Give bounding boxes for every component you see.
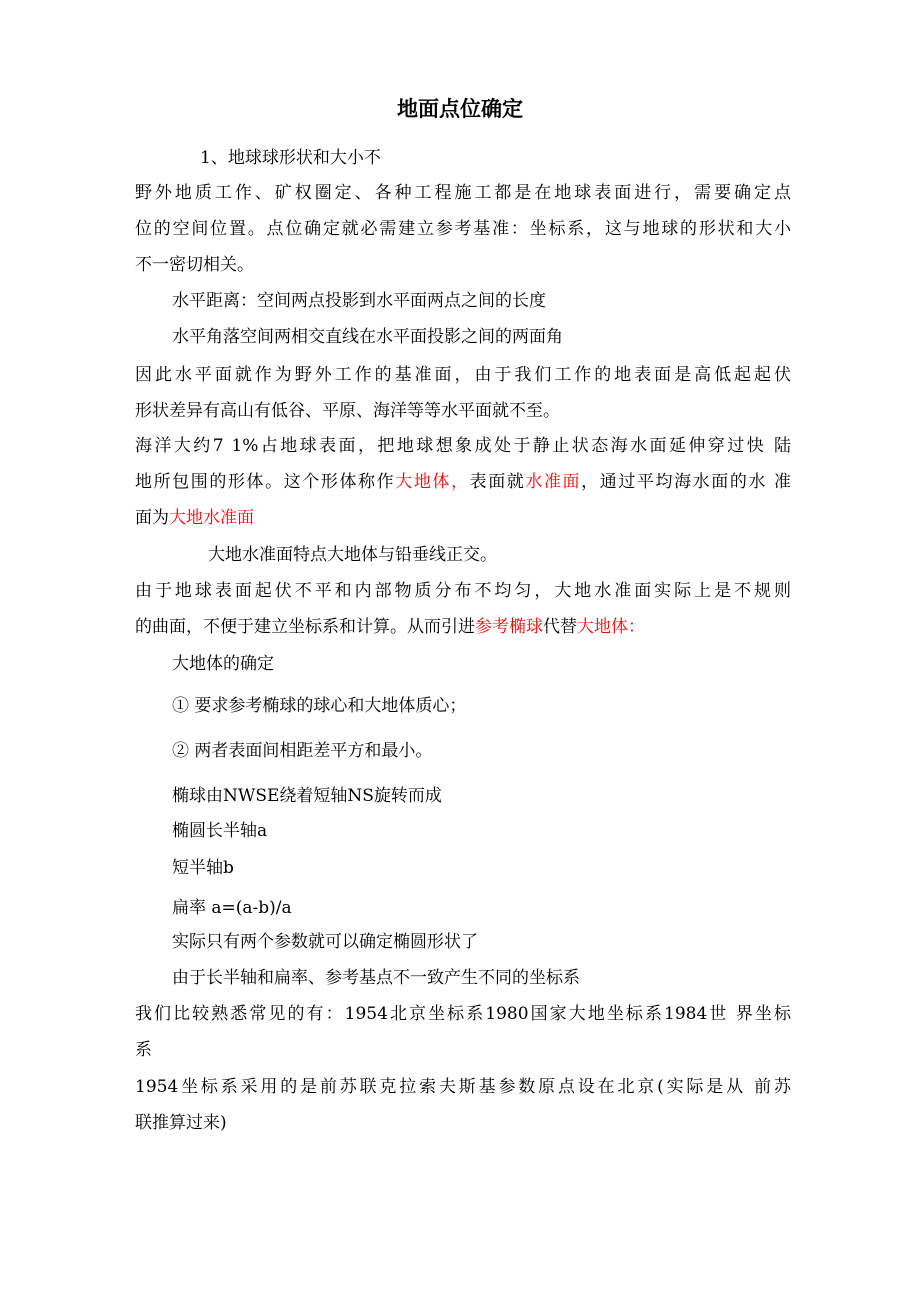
list-item: ① 要求参考椭球的球心和大地体质心；	[172, 696, 467, 716]
list-item: ② 两者表面间相距差平方和最小。	[172, 741, 433, 761]
semi-major-axis: 椭圆长半轴a	[172, 821, 268, 841]
paragraph-line	[135, 470, 791, 494]
paragraph-line: 系	[135, 1040, 152, 1060]
text-run: 代替	[543, 617, 577, 637]
highlight-term: 水准面	[525, 472, 582, 492]
paragraph-line	[135, 506, 254, 530]
highlight-term: 参考椭球	[475, 617, 543, 637]
flattening-formula: 扁率 a=(a-b)/a	[172, 898, 292, 918]
paragraph-line: 实际只有两个参数就可以确定椭圆形状了	[172, 932, 478, 952]
text-run: ，通过平均海水面的水 准	[581, 472, 792, 492]
geoid-feature: 大地水准面特点大地体与铅垂线正交。	[208, 545, 497, 565]
paragraph-line: 形状差异有高山有低谷、平原、海洋等等水平面就不至。	[135, 401, 560, 421]
paragraph-line: 海洋大约7 1%占地球表面，把地球想象成处于静止状态海水面延伸穿过快 陆	[135, 436, 791, 456]
text-run: 面为	[135, 508, 169, 528]
definition-horizontal-angle: 水平角落空间两相交直线在水平面投影之间的两面角	[172, 327, 563, 347]
paragraph-line: 1954坐标系采用的是前苏联克拉索夫斯基参数原点设在北京(实际是从 前苏	[135, 1077, 791, 1097]
highlight-term: 大地水准面	[169, 508, 254, 528]
text-run: 表面就	[469, 472, 526, 492]
paragraph-line: 不一密切相关。	[135, 255, 254, 275]
paragraph-line: 联推算过来)	[135, 1113, 227, 1133]
paragraph-line: 由于长半轴和扁率、参考基点不一致产生不同的坐标系	[172, 968, 580, 988]
ellipsoid-rotation: 椭球由NWSE绕着短轴NS旋转而成	[172, 786, 442, 806]
definition-horizontal-distance: 水平距离：空间两点投影到水平面两点之间的长度	[172, 291, 546, 311]
document-title: 地面点位确定	[397, 96, 523, 121]
paragraph-line: 由于地球表面起伏不平和内部物质分布不均匀，大地水准面实际上是不规则	[135, 581, 791, 601]
section-heading: 1、地球球形状和大小不	[200, 148, 381, 168]
text-run: 的曲面，不便于建立坐标系和计算。从而引进	[135, 617, 475, 637]
subheading-geoid-determination: 大地体的确定	[172, 654, 274, 674]
highlight-term: 大地体：	[577, 617, 645, 637]
paragraph-line: 因此水平面就作为野外工作的基准面，由于我们工作的地表面是高低起起伏	[135, 365, 791, 385]
text-run: 地所包围的形体。这个形体称作	[135, 472, 396, 492]
paragraph-line	[135, 615, 645, 639]
highlight-term: 大地体，	[395, 472, 470, 492]
paragraph-line: 我们比较熟悉常见的有：1954北京坐标系1980国家大地坐标系1984世 界坐标	[135, 1004, 791, 1024]
paragraph-line: 野外地质工作、矿权圈定、各种工程施工都是在地球表面进行，需要确定点	[135, 183, 791, 203]
semi-minor-axis: 短半轴b	[172, 858, 234, 878]
paragraph-line: 位的空间位置。点位确定就必需建立参考基准：坐标系，这与地球的形状和大小	[135, 219, 791, 239]
